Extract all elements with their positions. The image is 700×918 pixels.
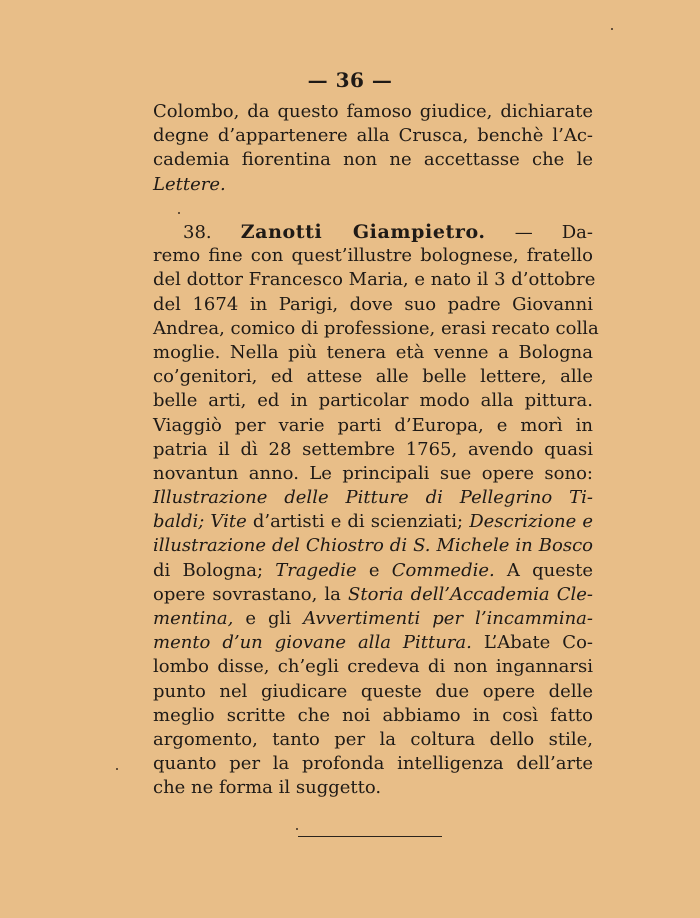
text-line: [153, 534, 593, 558]
text-line: cademia fiorentina non ne accettasse che le: [153, 149, 593, 171]
italic-title: Tragedie: [275, 559, 357, 581]
paper-speck: [178, 212, 180, 214]
text-line: del 1674 in Parigi, dove suo padre Giovanni: [153, 293, 593, 315]
text-line: [153, 607, 593, 631]
italic-title: mentina,: [153, 608, 234, 629]
page-number: — 36 —: [307, 68, 393, 92]
text-line: [153, 486, 593, 510]
text-fragment: L’Abate Co-: [471, 632, 593, 654]
italic-title: Commedie.: [391, 559, 495, 581]
text-line: [153, 173, 593, 197]
italic-title: Lettere.: [153, 173, 226, 195]
text-line: [153, 583, 593, 607]
entry-number: 38.: [183, 222, 212, 243]
text-line: degne d’appartenere alla Crusca, benchè l’Ac-: [153, 125, 593, 147]
text-line: remo fine con quest’illustre bolognese, fratello: [153, 245, 593, 267]
italic-title: Descrizione e: [469, 511, 593, 533]
italic-title: illustrazione del Chiostro di S. Michele in Bosco: [153, 535, 593, 557]
paper-speck: [116, 768, 118, 770]
text-line: [153, 631, 593, 655]
text-line: Colombo, da questo famoso giudice, dichiarate: [153, 101, 593, 122]
continued-paragraph: [153, 100, 593, 197]
text-line: che ne forma il suggetto.: [153, 777, 382, 799]
text-line: argomento, tanto per la coltura dello stile,: [153, 728, 593, 750]
text-fragment: di Bologna;: [153, 559, 276, 581]
text-line: Viaggiò per varie parti d’Europa, e morì in: [153, 414, 593, 436]
text-line: Andrea, comico di professione, erasi recato colla: [153, 317, 599, 339]
text-line: patria il dì 28 settembre 1765, avendo quasi: [153, 438, 593, 460]
entry-name: Zanotti Giampietro.: [240, 221, 486, 243]
text-line: [153, 510, 593, 534]
italic-title: Storia dell’Accademia Cle-: [348, 583, 593, 605]
text-line: moglie. Nella più tenera età venne a Bologna: [153, 341, 593, 363]
paper-speck: [296, 828, 298, 830]
text-line: novantun anno. Le principali sue opere sono:: [153, 462, 593, 484]
text-fragment: e: [356, 559, 392, 581]
text-line: del dottor Francesco Maria, e nato il 3 d’ottobre: [153, 269, 596, 291]
italic-title: Illustrazione delle Pitture di Pellegrino Ti-: [153, 487, 593, 509]
text-line: meglio scritte che noi abbiamo in così fatto: [153, 704, 593, 726]
paper-speck: [611, 28, 613, 30]
italic-title: baldi; Vite: [153, 511, 247, 533]
entry-paragraph: [153, 220, 599, 801]
text-fragment: opere sovrastano, la: [153, 583, 348, 605]
text-line: [153, 559, 593, 583]
text-line: lombo disse, ch’egli credeva di non ingannarsi: [153, 656, 593, 678]
entry-heading-line: [153, 220, 593, 244]
text-fragment: — Da-: [514, 222, 593, 243]
text-fragment: A queste: [494, 559, 593, 581]
text-line: punto nel giudicare queste due opere delle: [153, 680, 593, 702]
text-fragment: e gli: [233, 608, 304, 629]
italic-title: Avvertimenti per l’incammina-: [303, 608, 593, 629]
text-line: quanto per la profonda intelligenza dell’arte: [153, 753, 593, 775]
italic-title: mento d’un giovane alla Pittura.: [153, 632, 472, 654]
text-line: belle arti, ed in particolar modo alla pittura.: [153, 390, 593, 412]
text-line: co’genitori, ed attese alle belle lettere, alle: [153, 366, 593, 388]
end-rule: [298, 836, 442, 837]
text-fragment: d’artisti e di scienziati;: [246, 511, 470, 533]
